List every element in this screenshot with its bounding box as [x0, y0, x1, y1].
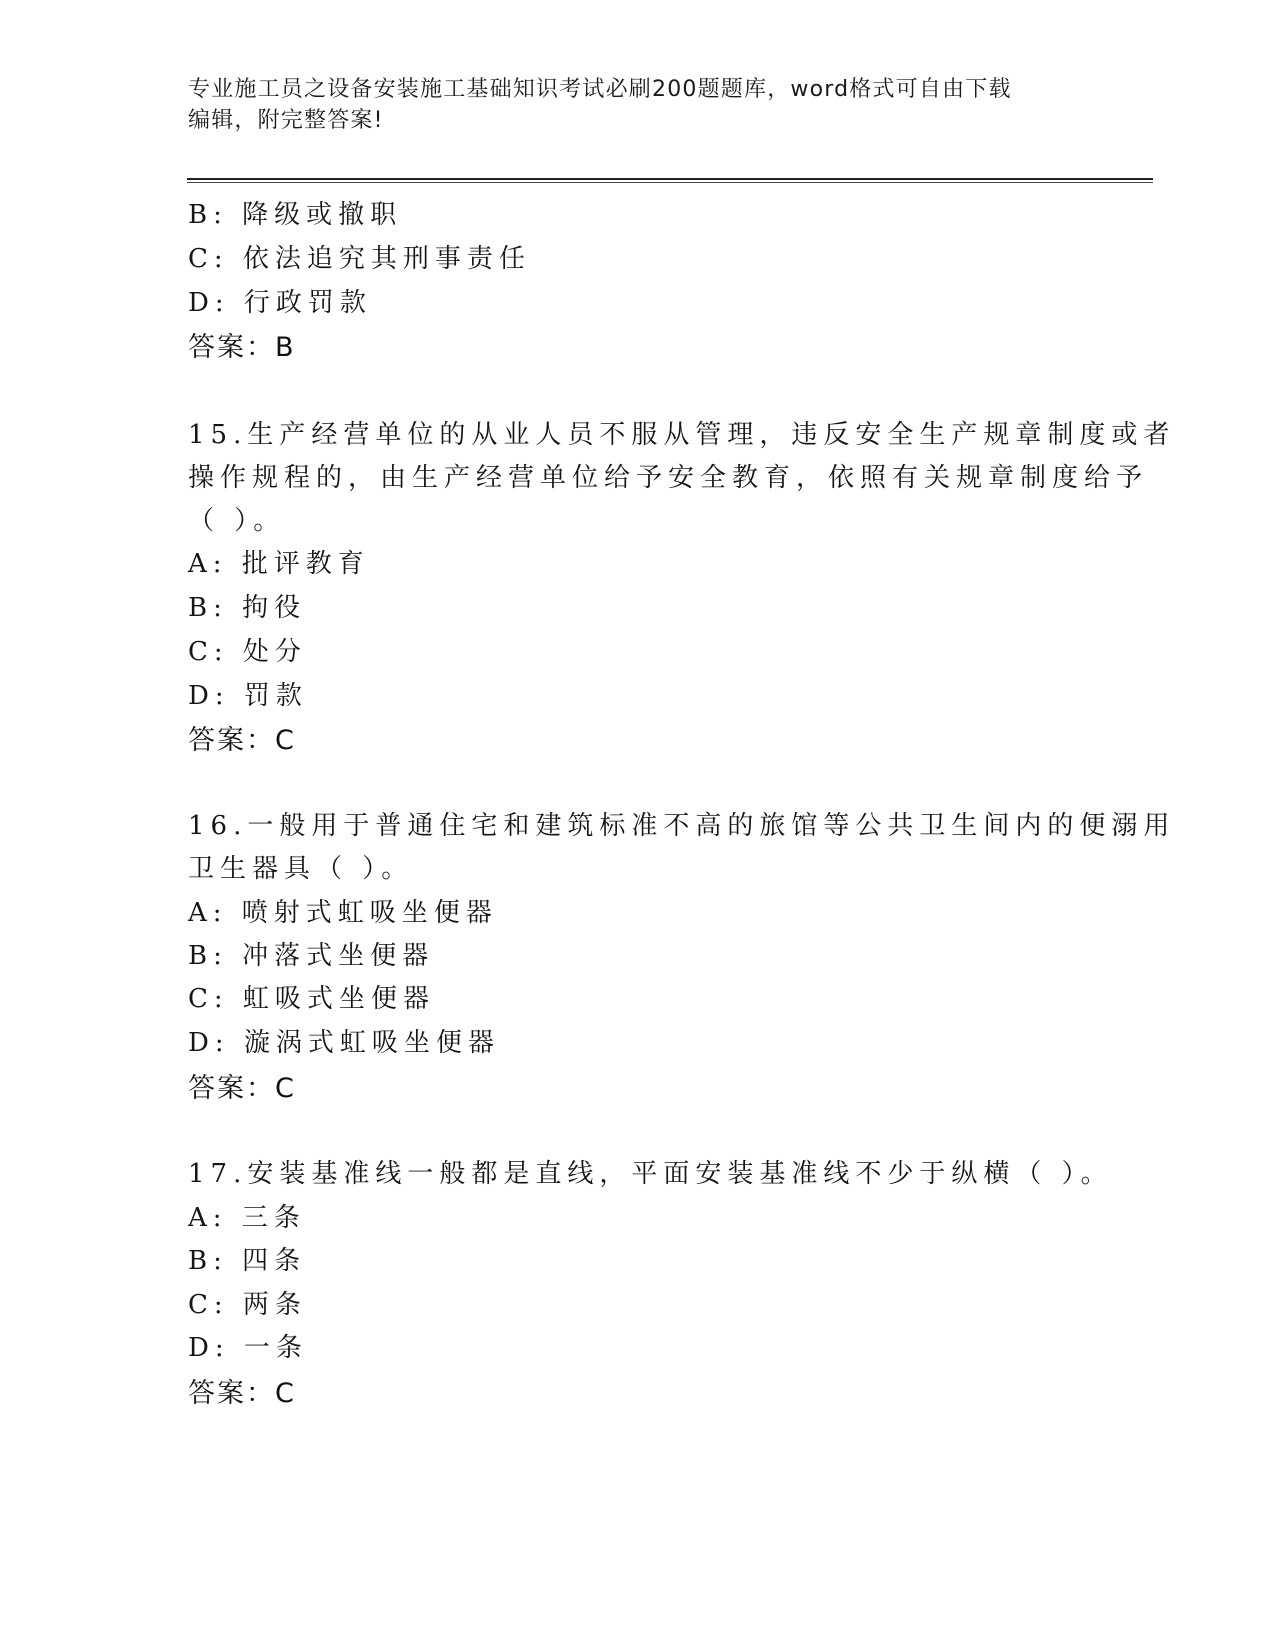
- q17-option-d: D: 一条: [188, 1333, 308, 1363]
- document-header: [188, 74, 1088, 136]
- q14-option-c: C: 依法追究其刑事责任: [188, 244, 531, 274]
- q15-question-line-3: （ ）。: [188, 506, 286, 536]
- q14-option-d: D: 行政罚款: [188, 288, 372, 318]
- q15-answer: 答案：C: [188, 725, 296, 756]
- q17-option-a: A: 三条: [188, 1203, 306, 1233]
- q15-option-a: A: 批评教育: [188, 549, 370, 579]
- q15-option-c: C: 处分: [188, 637, 307, 667]
- q15-question-line-2: 操作规程的，由生产经营单位给予安全教育，依照有关规章制度给予: [188, 463, 1149, 493]
- q16-option-a: A: 喷射式虹吸坐便器: [188, 898, 498, 928]
- q15-option-d: D: 罚款: [188, 681, 308, 711]
- header-title-line-2: 编辑，附完整答案!: [188, 108, 384, 133]
- q16-question-line-1: 16.一般用于普通住宅和建筑标准不高的旅馆等公共卫生间内的便溺用: [188, 811, 1176, 841]
- q14-option-b: B: 降级或撤职: [188, 200, 403, 230]
- q16-answer: 答案：C: [188, 1073, 296, 1104]
- header-divider-thick: [187, 178, 1153, 180]
- header-title-line-1: 专业施工员之设备安装施工基础知识考试必刷200题题库，word格式可自由下载: [188, 77, 1012, 102]
- q16-option-d: D: 漩涡式虹吸坐便器: [188, 1028, 500, 1058]
- q15-option-b: B: 拘役: [188, 593, 307, 623]
- header-divider-thin: [187, 182, 1153, 183]
- q16-option-b: B: 冲落式坐便器: [188, 941, 435, 971]
- q17-answer: 答案：C: [188, 1378, 296, 1409]
- q15-question-line-1: 15.生产经营单位的从业人员不服从管理，违反安全生产规章制度或者: [188, 420, 1176, 450]
- q14-answer: 答案：B: [188, 332, 296, 363]
- q17-option-b: B: 四条: [188, 1246, 307, 1276]
- q17-option-c: C: 两条: [188, 1290, 307, 1320]
- q16-option-c: C: 虹吸式坐便器: [188, 984, 435, 1014]
- q17-question-line-1: 17.安装基准线一般都是直线，平面安装基准线不少于纵横（ ）。: [188, 1159, 1113, 1189]
- q16-question-line-2: 卫生器具（ ）。: [188, 854, 414, 884]
